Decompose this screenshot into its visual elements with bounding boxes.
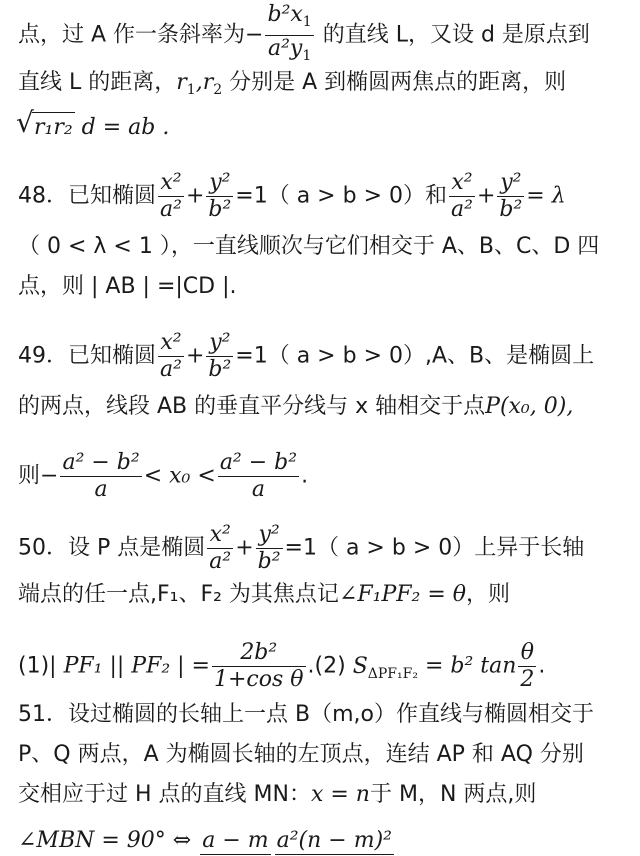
item-50-label: 50．设 P 点是椭圆 xyxy=(18,535,206,561)
text-segment: 点，过 A 作一条斜率为 xyxy=(18,22,246,48)
fraction-partial: a²(n − m)² xyxy=(276,827,392,853)
text-line-5 xyxy=(18,232,634,262)
formula-tan: = b² tan xyxy=(417,653,517,679)
equals-lambda: = λ xyxy=(526,183,566,209)
item-51-line xyxy=(18,700,634,730)
point-p-formula: P(x₀, 0), xyxy=(485,394,574,419)
text-line-12 xyxy=(18,640,634,693)
iff-symbol: ⇔ xyxy=(165,828,199,853)
text-line-14 xyxy=(18,740,634,770)
denominator: a²y xyxy=(267,36,303,61)
fraction: $\frac{\text{a² − b²}}{a}$ xyxy=(62,450,140,502)
fraction: $\frac{\text{x²}}{\text{a²}}$ xyxy=(451,170,473,222)
plus-sign: + xyxy=(235,535,254,561)
text-segment: =1（ a > b > 0）和 xyxy=(235,183,447,209)
text-segment: （ 0 < λ < 1 ），一直线顺次与它们相交于 A、B、C、D 四 xyxy=(18,234,600,259)
text-segment: 的两点，线段 AB 的垂直平分线与 x 轴相交于点 xyxy=(18,394,486,419)
text-segment: 端点的任一点,F₁、F₂ 为其焦点记 xyxy=(18,582,339,607)
item-49-line xyxy=(18,330,634,383)
angle-formula: ∠MBN = 90° xyxy=(18,828,166,853)
item-50-line xyxy=(18,522,634,575)
formula-r1r2: $r_1,r_2$ xyxy=(176,70,223,98)
text-segment: =1（ a > b > 0）上异于长轴 xyxy=(284,535,585,561)
text-segment: 直线 L 的距离， xyxy=(18,70,177,95)
text-segment: 点，则 | AB | =|CD |. xyxy=(18,274,237,299)
text-line-1 xyxy=(18,2,634,69)
slope-fraction xyxy=(265,2,313,69)
plus-sign: + xyxy=(185,343,205,369)
minus-sign: − xyxy=(40,463,59,489)
minus-sign: − xyxy=(245,22,264,48)
item-48-label: 48．已知椭圆 xyxy=(18,183,156,209)
item-49-label: 49．已知椭圆 xyxy=(18,343,156,369)
text-line-11 xyxy=(18,580,634,610)
text-segment: 交相应于过 H 点的直线 MN： xyxy=(18,782,311,807)
fraction-partial: a − m xyxy=(202,827,269,853)
fraction: $\frac{\text{a² − b²}}{a}$ xyxy=(219,450,298,502)
text-segment: =1（ a > b > 0）,A、B、是椭圆上 xyxy=(235,343,595,369)
fraction: $\frac{\text{y²}}{\text{b²}}$ xyxy=(208,170,232,222)
text-segment: 于 M，N 两点,则 xyxy=(369,782,537,807)
inequality: < x₀ < xyxy=(143,463,216,489)
fraction: $\frac{\text{y²}}{\text{b²}}$ xyxy=(257,522,281,574)
formula-pf: | PF₁ || PF₂ | = xyxy=(49,653,210,679)
formula-d-ab: d = ab . xyxy=(74,115,170,140)
plus-sign: + xyxy=(476,183,496,209)
subscript: 1 xyxy=(302,14,312,30)
fraction: $\frac{\text{x²}}{\text{a²}}$ xyxy=(160,170,182,222)
area-formula: $S_{\Delta PF_1F_2}$ xyxy=(352,653,418,682)
text-segment: 的直线 L，又设 d 是原点到 xyxy=(315,22,590,48)
text-segment: (1) xyxy=(18,653,50,679)
period: . xyxy=(538,653,546,679)
numerator: b²x xyxy=(267,2,303,27)
text-line-16 xyxy=(18,826,634,856)
text-segment: ，则 xyxy=(466,582,511,607)
sqrt-formula: √ r₁r₂ xyxy=(18,112,75,143)
text-segment: .(2) xyxy=(307,653,353,679)
text-line-9 xyxy=(18,450,634,503)
line-equation: x = n xyxy=(310,782,370,807)
text-line-8 xyxy=(18,392,634,422)
text-segment: 则 xyxy=(18,463,41,489)
fraction: $\frac{\text{x²}}{\text{a²}}$ xyxy=(209,522,232,574)
fraction: $\frac{\text{y²}}{\text{b²}}$ xyxy=(499,170,523,222)
fraction: $\frac{\theta}{2}$ xyxy=(520,640,535,692)
subscript: 1 xyxy=(302,48,312,64)
period: . xyxy=(301,463,309,489)
fraction: $\frac{\text{2b²}}{\text{1+cos θ}}$ xyxy=(214,640,304,692)
angle-formula: ∠F₁PF₂ = θ xyxy=(338,582,467,607)
text-line-15 xyxy=(18,780,634,810)
text-segment: 分别是 A 到椭圆两焦点的距离，则 xyxy=(222,70,567,95)
fraction: $\frac{\text{y²}}{\text{b²}}$ xyxy=(208,330,232,382)
text-line-6 xyxy=(18,272,634,302)
item-48-line xyxy=(18,170,634,223)
text-line-2 xyxy=(18,68,634,105)
text-line-3 xyxy=(18,112,634,143)
text-segment: P、Q 两点，A 为椭圆长轴的左顶点，连结 AP 和 AQ 分别 xyxy=(18,742,584,767)
fraction: $\frac{\text{x²}}{\text{a²}}$ xyxy=(160,330,182,382)
item-51-label: 51．设过椭圆的长轴上一点 B（m,o）作直线与椭圆相交于 xyxy=(18,702,594,727)
plus-sign: + xyxy=(185,183,205,209)
